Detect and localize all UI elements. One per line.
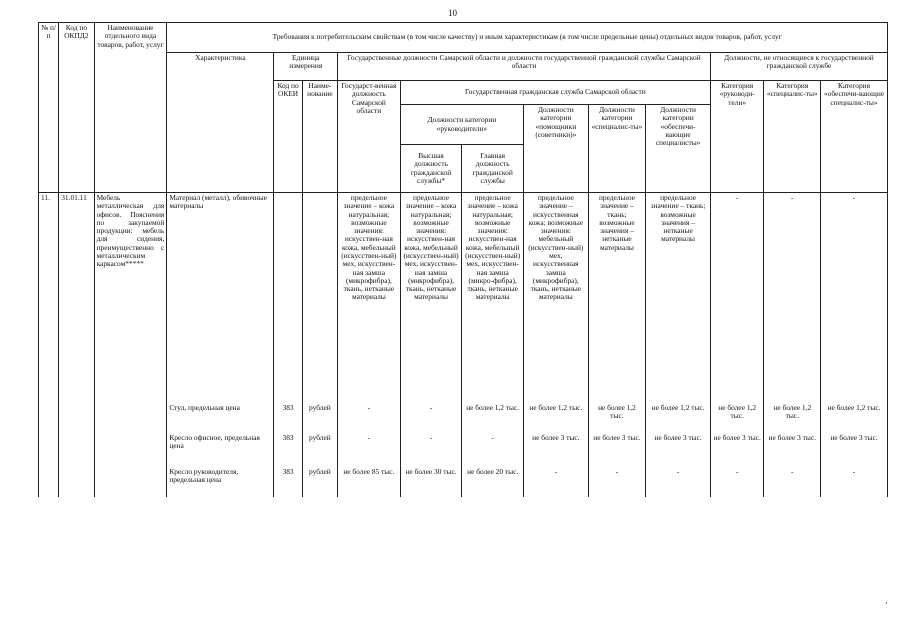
characteristic: Стул, предельная цена [167, 403, 274, 433]
value-highest: - [400, 433, 462, 467]
characteristic: Материал (металл), обивочные материалы [167, 193, 274, 403]
unit-name: рублей [302, 433, 337, 467]
okei-code [274, 193, 302, 403]
value-support: - [646, 467, 711, 497]
header-specialists: Должности категории «специалис-ты» [588, 105, 646, 193]
header-cat-heads: Категория «руководи-тели» [710, 81, 764, 193]
value-highest: предельное значение – кожа натуральная; возможные значения: искусствен-ная кожа, мебельный (искусствен-ный) мех, искусствен-ная замша (микрофибра), ткань, нетканые материалы [400, 193, 462, 403]
header-name: Наименование отдельного вида товаров, работ, услуг [94, 23, 167, 193]
header-gov-positions: Государственные должности Самарской области и должности государственной гражданской службы Самарской области [338, 53, 711, 81]
header-num: № п/п [39, 23, 59, 193]
value-cat-heads: - [710, 467, 764, 497]
table-row [39, 433, 888, 467]
page-number: 10 [448, 8, 457, 18]
header-main: Главная должность гражданской службы [462, 145, 524, 193]
value-gov-post: - [338, 433, 401, 467]
value-highest: - [400, 403, 462, 433]
value-cat-heads: - [710, 193, 764, 403]
header-requirements: Требования к потребительским свойствам (в том числе качеству) и иным характеристикам (в том числе предельные цены) отдельных видов товаров, работ, услуг [167, 23, 888, 53]
table-row [39, 193, 888, 403]
value-cat-support: - [821, 467, 888, 497]
requirements-table [38, 22, 888, 497]
value-main: не более 1,2 тыс. [462, 403, 524, 433]
header-assistants: Должности категории «помощники (советники)» [523, 105, 588, 193]
value-cat-support: не более 1,2 тыс. [821, 403, 888, 433]
header-civil-service: Государственная гражданская служба Самарской области [400, 81, 710, 105]
value-cat-support: не более 3 тыс. [821, 433, 888, 467]
value-cat-support: - [821, 193, 888, 403]
characteristic: Кресло офисное, предельная цена [167, 433, 274, 467]
value-gov-post: - [338, 403, 401, 433]
value-specialists: предельное значение – ткань; возможные значения – нетканые материалы [588, 193, 646, 403]
okei-code: 383 [274, 433, 302, 467]
value-main: не более 20 тыс. [462, 467, 524, 497]
value-main: - [462, 433, 524, 467]
value-assistants: не более 1,2 тыс. [523, 403, 588, 433]
header-unit-name: Наиме-нование [302, 81, 337, 193]
item-number: 11. [39, 193, 59, 497]
header-cat-specialists: Категория «специалис-ты» [764, 81, 821, 193]
header-characteristic: Характеристика [167, 53, 274, 193]
value-assistants: не более 3 тыс. [523, 433, 588, 467]
table-header [39, 23, 888, 193]
value-gov-post: предельное значение – кожа натуральная; возможные значения: искусствен-ная кожа, мебельный (искусствен-ный) мех, искусствен-ная замша (микрофибра), ткань, нетканые материалы [338, 193, 401, 403]
value-support: предельное значение – ткань; возможные значения – нетканые материалы [646, 193, 711, 403]
value-highest: не более 30 тыс. [400, 467, 462, 497]
value-support: не более 3 тыс. [646, 433, 711, 467]
value-specialists: не более 1,2 тыс. [588, 403, 646, 433]
header-cat-support: Категория «обеспечи-вающие специалис-ты» [821, 81, 888, 193]
value-cat-heads: не более 1,2 тыс. [710, 403, 764, 433]
table-row [39, 403, 888, 433]
header-unit-code: Код по ОКЕИ [274, 81, 302, 193]
unit-name [302, 193, 337, 403]
item-okpd-code: 31.01.11 [59, 193, 94, 497]
value-cat-specialists: - [764, 467, 821, 497]
header-gov-post: Государст-венная должность Самарской области [338, 81, 401, 193]
okei-code: 383 [274, 403, 302, 433]
value-main: предельное значение – кожа натуральная; возможные значения: искусствен-ная кожа, мебельный (искусствен-ный) мех, искусствен-ная замша (микро-фибра), ткань, нетканые материалы [462, 193, 524, 403]
header-heads-category: Должности категории «руководители» [400, 105, 523, 145]
value-assistants: предельное значение – искусственная кожа; возможные значения: мебельный (искусствен-ный) мех, искусственная замша (микрофибра), ткань, нетканые материалы [523, 193, 588, 403]
characteristic: Кресло руководителя, предельная цена [167, 467, 274, 497]
value-gov-post: не более 85 тыс. [338, 467, 401, 497]
header-non-gov-positions: Должности, не относящиеся к государственной гражданской службе [710, 53, 887, 81]
unit-name: рублей [302, 403, 337, 433]
header-support: Должности категории «обеспечи-вающие специалисты» [646, 105, 711, 193]
value-specialists: не более 3 тыс. [588, 433, 646, 467]
unit-name: рублей [302, 467, 337, 497]
value-assistants: - [523, 467, 588, 497]
value-cat-heads: не более 3 тыс. [710, 433, 764, 467]
value-cat-specialists: не более 1,2 тыс. [764, 403, 821, 433]
header-highest: Высшая должность гражданской службы* [400, 145, 462, 193]
header-okpd: Код по ОКПД2 [59, 23, 94, 193]
value-specialists: - [588, 467, 646, 497]
value-support: не более 1,2 тыс. [646, 403, 711, 433]
value-cat-specialists: - [764, 193, 821, 403]
table-body [39, 193, 888, 497]
table-row [39, 467, 888, 497]
value-cat-specialists: не более 3 тыс. [764, 433, 821, 467]
header-unit: Единица измерения [274, 53, 338, 81]
item-name: Мебель металлическая для офисов. Пояснения по закупаемой продукции: мебель для сидения, преимущественно с металлическим каркасом***** [94, 193, 167, 497]
okei-code: 383 [274, 467, 302, 497]
scan-mark: ‚ [885, 596, 888, 605]
